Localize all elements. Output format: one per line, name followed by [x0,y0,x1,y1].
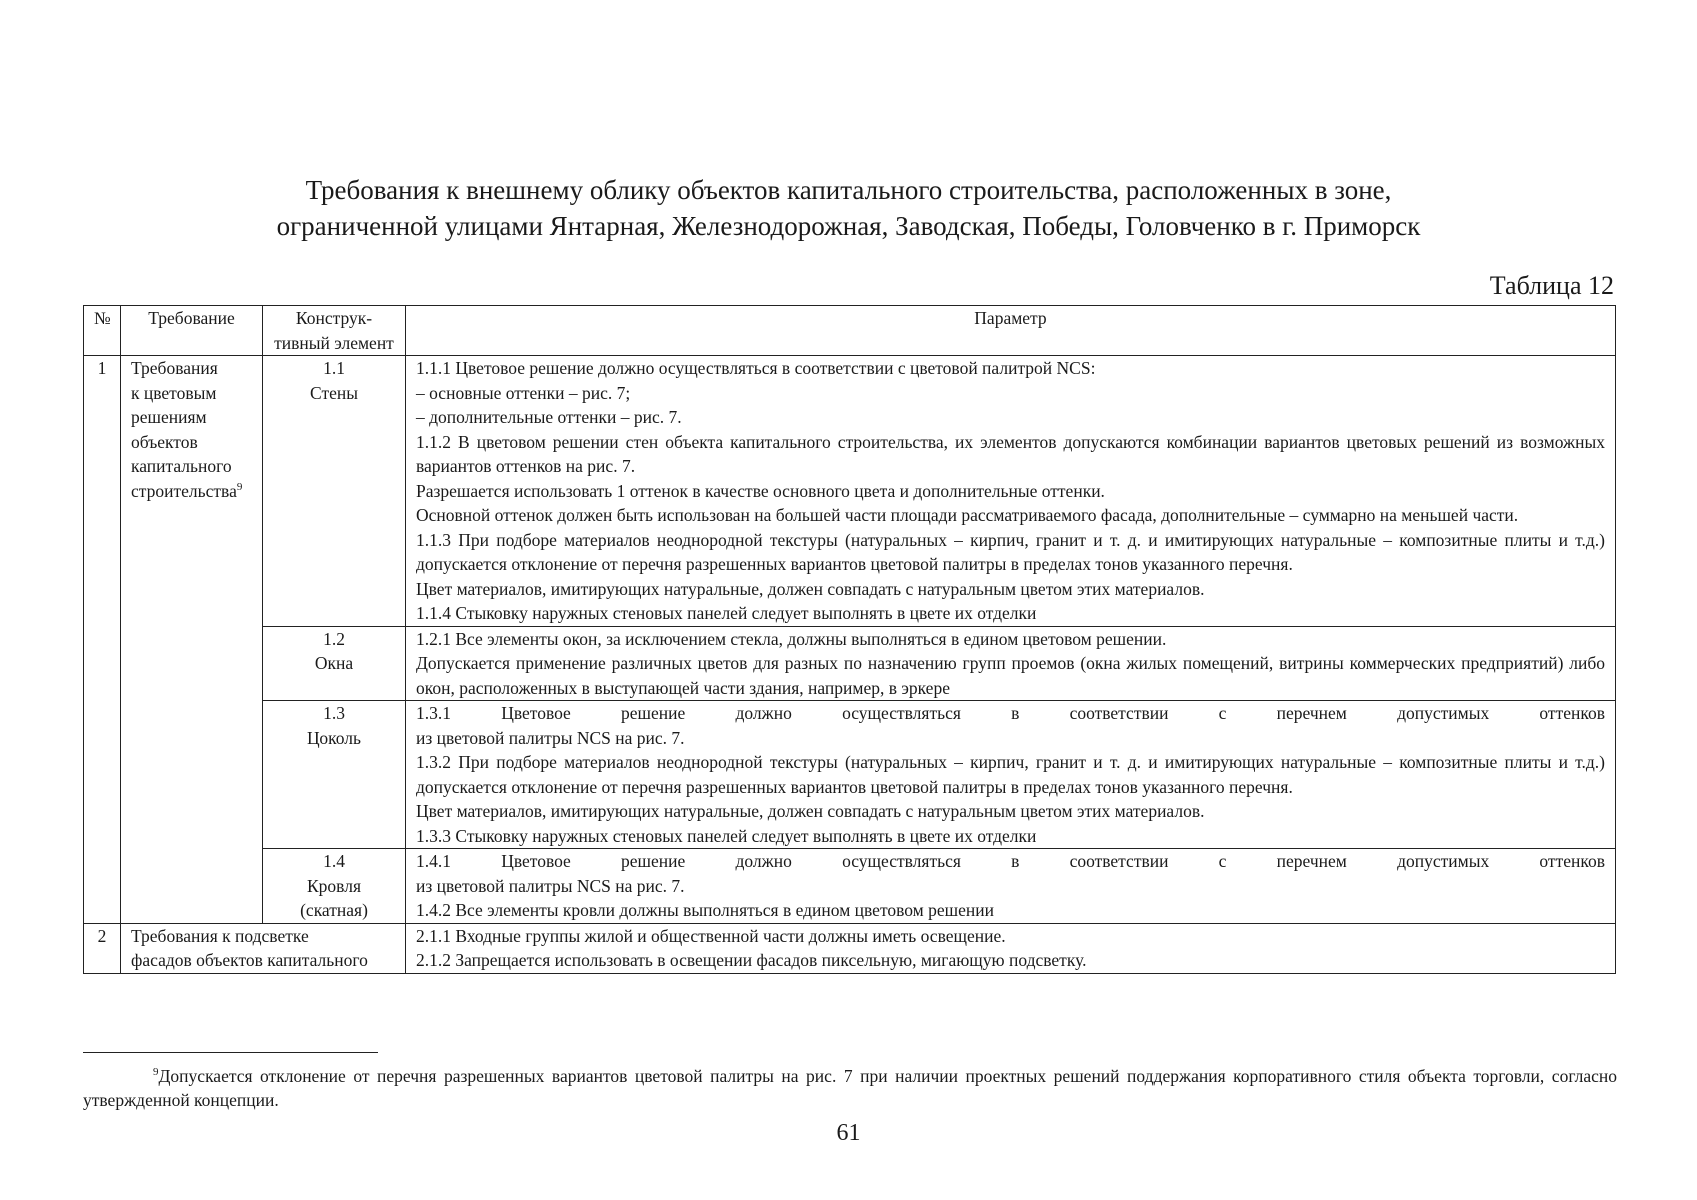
parameter-roof [406,849,1616,924]
parameter-paragraph: 1.4.1 Цветовое решение должно осуществляться в соответствии с перечнем допустимых оттенков [416,851,1605,871]
row-1-num: 1 [84,356,121,924]
parameter-paragraph: 1.4.2 Все элементы кровли должны выполняться в едином цветовом решении [416,900,994,920]
element-plinth [263,701,406,849]
requirement-line: к цветовым [131,382,217,403]
parameter-paragraph: из цветовой палитры NCS на рис. 7. [416,727,685,748]
element-name: Окна [314,653,354,673]
table-header-row [84,306,1616,356]
header-element-line-1: Конструк- [295,308,373,328]
page-title-line-2: ограниченной улицами Янтарная, Железнодорожная, Заводская, Победы, Головченко в г. Приморск [276,211,1421,241]
parameter-paragraph: из цветовой палитры NCS на рис. 7. [416,875,685,896]
parameter-paragraph: 1.3.1 Цветовое решение должно осуществляться в соответствии с перечнем допустимых оттенков [416,703,1605,723]
element-code: 1.2 [323,628,345,649]
parameter-windows [406,626,1616,701]
element-code: 1.1 [323,358,345,378]
header-element-line-2: тивный элемент [274,332,394,353]
footnote-text: Допускается отклонение от перечня разрешенных вариантов цветовой палитры на рис. 7 при наличии проектных решений поддержания корпоративного стиля объекта торговли, согласно утвержденной концепции. [83,1066,1617,1110]
table-row [84,849,1616,924]
element-name: Цоколь [306,727,361,748]
parameter-paragraph: 1.3.2 При подборе материалов неоднородной текстуры (натуральных – кирпич, гранит и т. д. и имитирующих натуральные – композитные плиты и т.д.) допускается отклонение от перечня разрешенных вариантов цветовой палитры в пределах тонов указанного перечня. [416,752,1605,797]
page-title [0,172,1697,244]
row-1-requirement [121,356,263,924]
table-row [84,701,1616,849]
header-requirement: Требование [121,306,263,356]
parameter-paragraph: 2.1.2 Запрещается использовать в освещении фасадов пиксельную, мигающую подсветку. [416,950,1087,970]
parameter-paragraph: 1.1.1 Цветовое решение должно осуществляться в соответствии с цветовой палитрой NCS: [416,358,1096,378]
parameter-paragraph: Допускается применение различных цветов для разных по назначению групп проемов (окна жилых помещений, витрины коммерческих предприятий) либо окон, расположенных в выступающей части здания, например, в эркере [416,653,1605,698]
parameter-paragraph: Основной оттенок должен быть использован на большей части площади рассматриваемого фасада, дополнительные – суммарно на меньшей части. [416,505,1519,525]
element-code: 1.4 [323,851,345,871]
footnote-reference: 9 [236,480,243,493]
requirement-line: капитального [131,456,232,476]
parameter-walls [406,356,1616,627]
table-row [84,356,1616,627]
element-name: Кровля [307,875,361,896]
table-caption: Таблица 12 [1489,271,1614,300]
requirement-line: фасадов объектов капитального [131,950,368,970]
footnote [83,1064,1617,1112]
parameter-paragraph: 1.1.3 При подборе материалов неоднородной текстуры (натуральных – кирпич, гранит и т. д. и имитирующих натуральные – композитные плиты и т.д.) допускается отклонение от перечня разрешенных вариантов цветовой палитры в пределах тонов указанного перечня. [416,529,1605,574]
header-num: № [84,306,121,356]
parameter-paragraph: 1.2.1 Все элементы окон, за исключением стекла, должны выполняться в едином цветовом решении. [416,628,1167,649]
parameter-paragraph: 2.1.1 Входные группы жилой и общественной части должны иметь освещение. [416,925,1006,946]
header-element [263,306,406,356]
requirement-line: решениям [131,407,207,427]
table-row [84,923,1616,973]
row-2-num: 2 [84,923,121,973]
element-code: 1.3 [323,703,345,723]
parameter-paragraph: – дополнительные оттенки – рис. 7. [416,407,682,427]
requirement-line: Требования [131,358,218,378]
parameter-paragraph: Цвет материалов, имитирующих натуральные, должен совпадать с натуральным цветом этих материалов. [416,801,1205,821]
requirement-line-last [131,479,252,504]
page-number: 61 [836,1120,861,1146]
header-parameter: Параметр [406,306,1616,356]
requirement-line: объектов [131,431,198,452]
parameter-paragraph: 1.3.3 Стыковку наружных стеновых панелей следует выполнять в цвете их отделки [416,825,1037,846]
page-title-line-1: Требования к внешнему облику объектов капитального строительства, расположенных в зоне, [305,175,1392,205]
requirement-line-text: строительства [131,480,237,501]
parameter-paragraph: Цвет материалов, имитирующих натуральные, должен совпадать с натуральным цветом этих материалов. [416,578,1205,599]
parameter-paragraph: Разрешается использовать 1 оттенок в качестве основного цвета и дополнительные оттенки. [416,480,1105,501]
element-walls [263,356,406,627]
footnote-divider [83,1052,378,1053]
element-name: Стены [310,382,358,403]
requirement-line: Требования к подсветке [131,925,309,946]
footnote-mark: 9 [153,1066,159,1079]
requirements-table [83,305,1616,974]
table-row [84,626,1616,701]
element-name-extra: (скатная) [300,900,368,920]
parameter-paragraph: 1.1.2 В цветовом решении стен объекта капитального строительства, их элементов допускаются комбинации вариантов цветовых решений из возможных вариантов оттенков на рис. 7. [416,431,1605,476]
element-windows [263,626,406,701]
parameter-lighting [406,923,1616,973]
element-roof [263,849,406,924]
parameter-paragraph: – основные оттенки – рис. 7; [416,382,631,403]
row-2-requirement [121,923,406,973]
parameter-plinth [406,701,1616,849]
parameter-paragraph: 1.1.4 Стыковку наружных стеновых панелей следует выполнять в цвете их отделки [416,603,1037,623]
